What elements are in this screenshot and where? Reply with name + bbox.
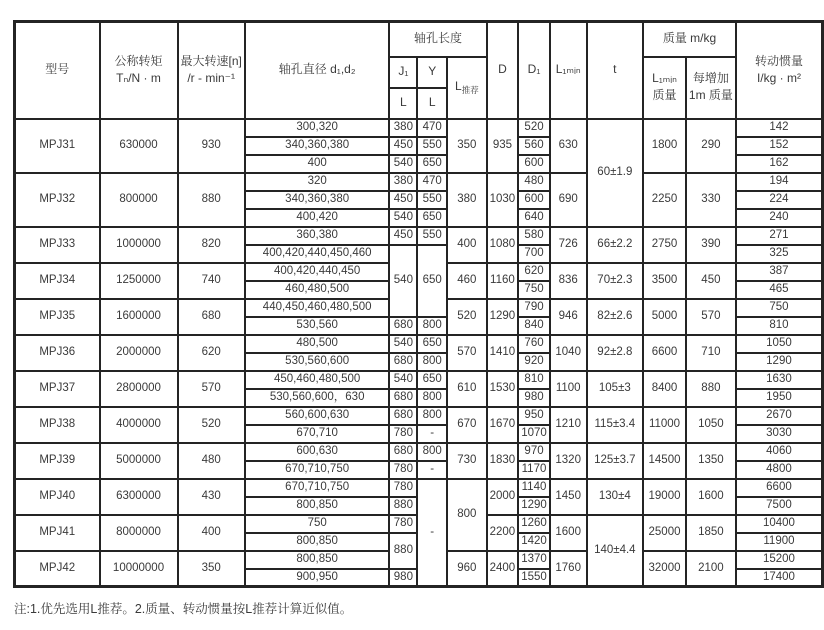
cell-bore-diameter: 440,450,460,480,500 bbox=[245, 299, 390, 317]
cell-torque: 2000000 bbox=[100, 335, 178, 371]
cell-per-meter-mass: 330 bbox=[686, 173, 736, 227]
col-header-j1: J₁ bbox=[389, 57, 417, 88]
cell-j1-length: 540 bbox=[389, 245, 417, 317]
cell-l1min-mass: 14500 bbox=[643, 443, 686, 479]
cell-max-speed: 620 bbox=[178, 335, 245, 371]
cell-inertia: 387 bbox=[736, 263, 823, 281]
cell-diameter-d1: 1170 bbox=[518, 461, 550, 479]
cell-max-speed: 680 bbox=[178, 299, 245, 335]
col-header-y: Y bbox=[417, 57, 447, 88]
cell-diameter-d1: 1370 bbox=[518, 551, 550, 569]
cell-inertia: 11900 bbox=[736, 533, 823, 551]
cell-diameter-d: 2400 bbox=[487, 551, 519, 587]
cell-model: MPJ36 bbox=[15, 335, 100, 371]
cell-l1min-mass: 5000 bbox=[643, 299, 686, 335]
cell-model: MPJ33 bbox=[15, 227, 100, 263]
cell-inertia: 17400 bbox=[736, 569, 823, 587]
cell-j1-length: 380 bbox=[389, 173, 417, 191]
cell-j1-length: 450 bbox=[389, 227, 417, 245]
cell-l1min-mass: 1800 bbox=[643, 119, 686, 173]
cell-bore-diameter: 480,500 bbox=[245, 335, 390, 353]
cell-diameter-d1: 520 bbox=[518, 119, 550, 137]
cell-bore-diameter: 670,710,750 bbox=[245, 461, 390, 479]
spec-table-container bbox=[13, 20, 824, 588]
cell-model: MPJ37 bbox=[15, 371, 100, 407]
cell-l-recommended: 460 bbox=[447, 263, 487, 299]
cell-y-length: 650 bbox=[417, 209, 447, 227]
cell-j1-length: 780 bbox=[389, 479, 417, 497]
table-row bbox=[15, 173, 823, 191]
cell-j1-length: 540 bbox=[389, 371, 417, 389]
cell-diameter-d1: 620 bbox=[518, 263, 550, 281]
cell-bore-diameter: 320 bbox=[245, 173, 390, 191]
cell-y-length: 800 bbox=[417, 443, 447, 461]
cell-l1min: 1210 bbox=[550, 407, 587, 443]
col-header-l-under-j1: L bbox=[389, 88, 417, 119]
cell-bore-diameter: 530,560,600 bbox=[245, 353, 390, 371]
cell-t: 140±4.4 bbox=[587, 515, 644, 587]
cell-model: MPJ34 bbox=[15, 263, 100, 299]
cell-y-length: - bbox=[417, 479, 447, 587]
cell-inertia: 810 bbox=[736, 317, 823, 335]
cell-t: 82±2.6 bbox=[587, 299, 644, 335]
cell-max-speed: 880 bbox=[178, 173, 245, 227]
cell-per-meter-mass: 1350 bbox=[686, 443, 736, 479]
cell-inertia: 1630 bbox=[736, 371, 823, 389]
col-header-l-under-y: L bbox=[417, 88, 447, 119]
footnote: 注:1.优先选用L推荐。2.质量、转动惯量按L推荐计算近似值。 bbox=[14, 602, 353, 616]
cell-j1-length: 680 bbox=[389, 389, 417, 407]
cell-inertia: 3030 bbox=[736, 425, 823, 443]
cell-j1-length: 450 bbox=[389, 137, 417, 155]
cell-t: 70±2.3 bbox=[587, 263, 644, 299]
cell-torque: 8000000 bbox=[100, 515, 178, 551]
cell-max-speed: 480 bbox=[178, 443, 245, 479]
cell-y-length: 800 bbox=[417, 407, 447, 425]
cell-model: MPJ42 bbox=[15, 551, 100, 587]
cell-bore-diameter: 340,360,380 bbox=[245, 137, 390, 155]
cell-inertia: 1290 bbox=[736, 353, 823, 371]
cell-inertia: 4800 bbox=[736, 461, 823, 479]
cell-inertia: 2670 bbox=[736, 407, 823, 425]
cell-j1-length: 680 bbox=[389, 353, 417, 371]
cell-diameter-d1: 750 bbox=[518, 281, 550, 299]
cell-diameter-d1: 640 bbox=[518, 209, 550, 227]
cell-diameter-d1: 700 bbox=[518, 245, 550, 263]
cell-l1min: 726 bbox=[550, 227, 587, 263]
cell-l1min-mass: 8400 bbox=[643, 371, 686, 407]
cell-diameter-d1: 600 bbox=[518, 191, 550, 209]
cell-j1-length: 450 bbox=[389, 191, 417, 209]
cell-per-meter-mass: 1600 bbox=[686, 479, 736, 515]
cell-inertia: 194 bbox=[736, 173, 823, 191]
cell-bore-diameter: 460,480,500 bbox=[245, 281, 390, 299]
cell-inertia: 152 bbox=[736, 137, 823, 155]
cell-y-length: - bbox=[417, 461, 447, 479]
cell-diameter-d: 2200 bbox=[487, 515, 519, 551]
col-header-l1min: L₁ₘᵢₙ bbox=[550, 22, 587, 119]
col-header-inertia: 转动惯量 I/kg · m² bbox=[736, 22, 823, 119]
cell-diameter-d: 1670 bbox=[487, 407, 519, 443]
cell-bore-diameter: 750 bbox=[245, 515, 390, 533]
cell-l1min: 836 bbox=[550, 263, 587, 299]
spec-table bbox=[13, 20, 824, 588]
cell-diameter-d: 935 bbox=[487, 119, 519, 173]
col-header-torque: 公称转矩 Tₙ/N · m bbox=[100, 22, 178, 119]
cell-inertia: 4060 bbox=[736, 443, 823, 461]
table-row bbox=[15, 443, 823, 461]
col-header-d1: D₁ bbox=[518, 22, 550, 119]
col-header-l1min-mass: L₁ₘᵢₙ 质量 bbox=[643, 57, 686, 119]
table-row bbox=[15, 371, 823, 389]
cell-y-length: 650 bbox=[417, 155, 447, 173]
cell-model: MPJ41 bbox=[15, 515, 100, 551]
cell-diameter-d1: 480 bbox=[518, 173, 550, 191]
col-header-d: D bbox=[487, 22, 519, 119]
cell-l-recommended: 610 bbox=[447, 371, 487, 407]
cell-l-recommended: 800 bbox=[447, 479, 487, 551]
spec-table-body bbox=[15, 119, 823, 587]
cell-l-recommended: 350 bbox=[447, 119, 487, 173]
cell-l1min-mass: 25000 bbox=[643, 515, 686, 551]
cell-diameter-d: 1080 bbox=[487, 227, 519, 263]
table-row bbox=[15, 479, 823, 497]
cell-j1-length: 980 bbox=[389, 569, 417, 587]
cell-model: MPJ35 bbox=[15, 299, 100, 335]
cell-l-recommended: 570 bbox=[447, 335, 487, 371]
cell-y-length: 470 bbox=[417, 173, 447, 191]
cell-max-speed: 350 bbox=[178, 551, 245, 587]
cell-l1min: 630 bbox=[550, 119, 587, 173]
cell-inertia: 10400 bbox=[736, 515, 823, 533]
cell-j1-length: 880 bbox=[389, 497, 417, 515]
cell-t: 60±1.9 bbox=[587, 119, 644, 227]
cell-l1min-mass: 32000 bbox=[643, 551, 686, 587]
cell-j1-length: 680 bbox=[389, 407, 417, 425]
cell-y-length: 800 bbox=[417, 353, 447, 371]
cell-torque: 5000000 bbox=[100, 443, 178, 479]
cell-bore-diameter: 800,850 bbox=[245, 497, 390, 515]
cell-max-speed: 930 bbox=[178, 119, 245, 173]
cell-j1-length: 680 bbox=[389, 443, 417, 461]
cell-bore-diameter: 360,380 bbox=[245, 227, 390, 245]
cell-t: 125±3.7 bbox=[587, 443, 644, 479]
cell-bore-diameter: 400,420,440,450,460 bbox=[245, 245, 390, 263]
cell-bore-diameter: 670,710,750 bbox=[245, 479, 390, 497]
cell-torque: 1250000 bbox=[100, 263, 178, 299]
col-header-l-recommended: $L_{推荐}$ bbox=[447, 57, 487, 119]
cell-per-meter-mass: 290 bbox=[686, 119, 736, 173]
cell-bore-diameter: 340,360,380 bbox=[245, 191, 390, 209]
table-row bbox=[15, 119, 823, 137]
cell-l1min-mass: 2250 bbox=[643, 173, 686, 227]
cell-inertia: 162 bbox=[736, 155, 823, 173]
col-header-per-meter-mass: 每增加 1m 质量 bbox=[686, 57, 736, 119]
cell-t: 66±2.2 bbox=[587, 227, 644, 263]
cell-bore-diameter: 530,560,600，630 bbox=[245, 389, 390, 407]
cell-l1min: 690 bbox=[550, 173, 587, 227]
cell-l1min-mass: 3500 bbox=[643, 263, 686, 299]
cell-y-length: 550 bbox=[417, 227, 447, 245]
cell-diameter-d1: 580 bbox=[518, 227, 550, 245]
col-header-t: t bbox=[587, 22, 644, 119]
cell-diameter-d: 1830 bbox=[487, 443, 519, 479]
cell-l1min: 1450 bbox=[550, 479, 587, 515]
cell-y-length: 470 bbox=[417, 119, 447, 137]
cell-torque: 1000000 bbox=[100, 227, 178, 263]
cell-bore-diameter: 400 bbox=[245, 155, 390, 173]
cell-per-meter-mass: 570 bbox=[686, 299, 736, 335]
cell-j1-length: 680 bbox=[389, 317, 417, 335]
cell-bore-diameter: 670,710 bbox=[245, 425, 390, 443]
cell-bore-diameter: 300,320 bbox=[245, 119, 390, 137]
cell-inertia: 1950 bbox=[736, 389, 823, 407]
cell-inertia: 325 bbox=[736, 245, 823, 263]
cell-y-length: 650 bbox=[417, 335, 447, 353]
cell-bore-diameter: 530,560 bbox=[245, 317, 390, 335]
cell-per-meter-mass: 880 bbox=[686, 371, 736, 407]
cell-l1min-mass: 11000 bbox=[643, 407, 686, 443]
cell-diameter-d: 1290 bbox=[487, 299, 519, 335]
cell-torque: 10000000 bbox=[100, 551, 178, 587]
col-header-bore-diameter: 轴孔直径 d₁,d₂ bbox=[245, 22, 390, 119]
cell-diameter-d1: 950 bbox=[518, 407, 550, 425]
cell-l-recommended: 400 bbox=[447, 227, 487, 263]
cell-diameter-d1: 1260 bbox=[518, 515, 550, 533]
cell-per-meter-mass: 1050 bbox=[686, 407, 736, 443]
cell-inertia: 224 bbox=[736, 191, 823, 209]
cell-diameter-d1: 600 bbox=[518, 155, 550, 173]
cell-y-length: 650 bbox=[417, 245, 447, 317]
cell-per-meter-mass: 2100 bbox=[686, 551, 736, 587]
cell-model: MPJ39 bbox=[15, 443, 100, 479]
cell-l1min: 1760 bbox=[550, 551, 587, 587]
cell-bore-diameter: 400,420 bbox=[245, 209, 390, 227]
cell-t: 105±3 bbox=[587, 371, 644, 407]
cell-bore-diameter: 560,600,630 bbox=[245, 407, 390, 425]
table-row bbox=[15, 407, 823, 425]
cell-j1-length: 880 bbox=[389, 533, 417, 569]
cell-diameter-d1: 920 bbox=[518, 353, 550, 371]
cell-l1min: 1600 bbox=[550, 515, 587, 551]
cell-torque: 6300000 bbox=[100, 479, 178, 515]
cell-inertia: 15200 bbox=[736, 551, 823, 569]
cell-l1min: 1040 bbox=[550, 335, 587, 371]
cell-per-meter-mass: 1850 bbox=[686, 515, 736, 551]
cell-l-recommended: 520 bbox=[447, 299, 487, 335]
cell-max-speed: 430 bbox=[178, 479, 245, 515]
cell-inertia: 750 bbox=[736, 299, 823, 317]
cell-diameter-d1: 790 bbox=[518, 299, 550, 317]
cell-bore-diameter: 900,950 bbox=[245, 569, 390, 587]
cell-diameter-d1: 1420 bbox=[518, 533, 550, 551]
cell-inertia: 7500 bbox=[736, 497, 823, 515]
cell-model: MPJ32 bbox=[15, 173, 100, 227]
cell-max-speed: 740 bbox=[178, 263, 245, 299]
table-row bbox=[15, 227, 823, 245]
cell-diameter-d1: 1140 bbox=[518, 479, 550, 497]
cell-torque: 4000000 bbox=[100, 407, 178, 443]
cell-torque: 800000 bbox=[100, 173, 178, 227]
cell-l1min-mass: 19000 bbox=[643, 479, 686, 515]
cell-t: 92±2.8 bbox=[587, 335, 644, 371]
cell-diameter-d: 2000 bbox=[487, 479, 519, 515]
cell-inertia: 1050 bbox=[736, 335, 823, 353]
cell-max-speed: 820 bbox=[178, 227, 245, 263]
cell-diameter-d: 1030 bbox=[487, 173, 519, 227]
cell-per-meter-mass: 710 bbox=[686, 335, 736, 371]
cell-bore-diameter: 450,460,480,500 bbox=[245, 371, 390, 389]
cell-y-length: 800 bbox=[417, 389, 447, 407]
cell-max-speed: 570 bbox=[178, 371, 245, 407]
cell-bore-diameter: 800,850 bbox=[245, 551, 390, 569]
cell-diameter-d1: 560 bbox=[518, 137, 550, 155]
col-header-mass: 质量 m/kg bbox=[643, 22, 736, 57]
cell-l1min: 1320 bbox=[550, 443, 587, 479]
cell-bore-diameter: 800,850 bbox=[245, 533, 390, 551]
cell-torque: 2800000 bbox=[100, 371, 178, 407]
cell-diameter-d1: 980 bbox=[518, 389, 550, 407]
cell-max-speed: 520 bbox=[178, 407, 245, 443]
cell-torque: 630000 bbox=[100, 119, 178, 173]
cell-l1min-mass: 6600 bbox=[643, 335, 686, 371]
cell-j1-length: 380 bbox=[389, 119, 417, 137]
cell-inertia: 142 bbox=[736, 119, 823, 137]
cell-diameter-d1: 1290 bbox=[518, 497, 550, 515]
cell-j1-length: 780 bbox=[389, 515, 417, 533]
cell-t: 115±3.4 bbox=[587, 407, 644, 443]
cell-bore-diameter: 600,630 bbox=[245, 443, 390, 461]
cell-diameter-d: 1410 bbox=[487, 335, 519, 371]
cell-inertia: 271 bbox=[736, 227, 823, 245]
cell-diameter-d1: 970 bbox=[518, 443, 550, 461]
cell-diameter-d1: 810 bbox=[518, 371, 550, 389]
cell-t: 130±4 bbox=[587, 479, 644, 515]
cell-inertia: 465 bbox=[736, 281, 823, 299]
cell-l1min: 1100 bbox=[550, 371, 587, 407]
cell-inertia: 240 bbox=[736, 209, 823, 227]
cell-l-recommended: 730 bbox=[447, 443, 487, 479]
cell-l-recommended: 670 bbox=[447, 407, 487, 443]
cell-y-length: 550 bbox=[417, 137, 447, 155]
cell-l1min-mass: 2750 bbox=[643, 227, 686, 263]
cell-diameter-d1: 1550 bbox=[518, 569, 550, 587]
cell-model: MPJ38 bbox=[15, 407, 100, 443]
cell-y-length: 800 bbox=[417, 317, 447, 335]
cell-diameter-d: 1160 bbox=[487, 263, 519, 299]
cell-per-meter-mass: 390 bbox=[686, 227, 736, 263]
cell-j1-length: 540 bbox=[389, 155, 417, 173]
cell-model: MPJ31 bbox=[15, 119, 100, 173]
cell-y-length: 650 bbox=[417, 371, 447, 389]
col-header-max-speed: 最大转速[n] /r - min⁻¹ bbox=[178, 22, 245, 119]
cell-j1-length: 780 bbox=[389, 461, 417, 479]
col-header-hole-length: 轴孔长度 bbox=[389, 22, 486, 57]
cell-l1min: 946 bbox=[550, 299, 587, 335]
cell-j1-length: 540 bbox=[389, 335, 417, 353]
cell-y-length: 550 bbox=[417, 191, 447, 209]
table-row bbox=[15, 335, 823, 353]
cell-diameter-d1: 760 bbox=[518, 335, 550, 353]
cell-l-recommended: 960 bbox=[447, 551, 487, 587]
cell-j1-length: 780 bbox=[389, 425, 417, 443]
cell-bore-diameter: 400,420,440,450 bbox=[245, 263, 390, 281]
cell-diameter-d: 1530 bbox=[487, 371, 519, 407]
cell-per-meter-mass: 450 bbox=[686, 263, 736, 299]
cell-diameter-d1: 840 bbox=[518, 317, 550, 335]
cell-y-length: - bbox=[417, 425, 447, 443]
cell-model: MPJ40 bbox=[15, 479, 100, 515]
col-header-model: 型号 bbox=[15, 22, 100, 119]
cell-j1-length: 540 bbox=[389, 209, 417, 227]
cell-max-speed: 400 bbox=[178, 515, 245, 551]
cell-inertia: 6600 bbox=[736, 479, 823, 497]
cell-torque: 1600000 bbox=[100, 299, 178, 335]
cell-diameter-d1: 1070 bbox=[518, 425, 550, 443]
cell-l-recommended: 380 bbox=[447, 173, 487, 227]
